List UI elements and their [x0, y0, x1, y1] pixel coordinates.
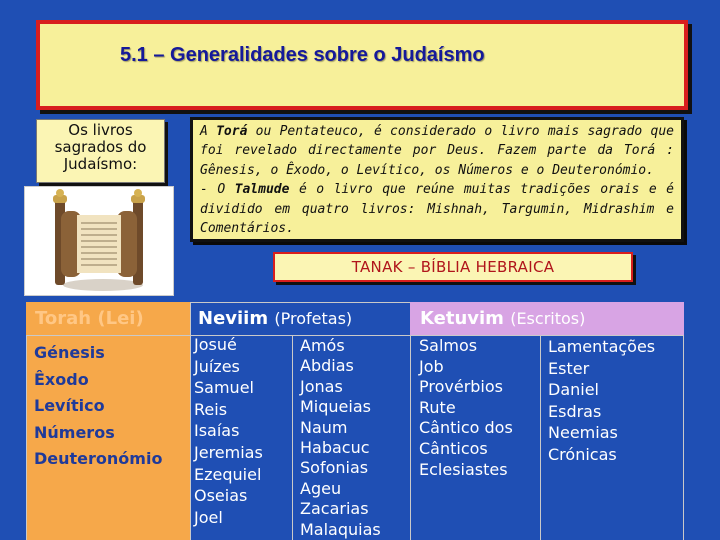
ketuvim-header: [410, 302, 684, 335]
info-box: [190, 117, 684, 242]
list-item: Ezequiel: [194, 464, 262, 484]
list-item: Jeremias: [194, 442, 263, 462]
list-item: Rute: [419, 397, 456, 417]
list-item: Lamentações: [548, 337, 656, 356]
list-item: Zacarias: [300, 499, 369, 519]
list-item: Levítico: [34, 396, 105, 415]
list-item: Habacuc: [300, 438, 370, 458]
list-item: Job: [419, 356, 444, 376]
column-divider: [410, 302, 411, 540]
list-item: Isaías: [194, 421, 240, 441]
neviim-books-list-a: [194, 334, 263, 528]
list-item: Amós: [300, 336, 345, 355]
list-item: Êxodo: [34, 369, 89, 389]
torah-scroll-image: [24, 186, 174, 296]
neviim-header: [190, 302, 414, 335]
neviim-name: Neviim: [198, 308, 269, 329]
list-item: Abdias: [300, 356, 354, 376]
list-item: Esdras: [548, 401, 602, 421]
list-item: Crónicas: [548, 444, 617, 464]
torah-header: [26, 302, 190, 335]
info-p1-prefix: A: [200, 124, 217, 139]
column-divider: [540, 335, 541, 540]
torah-books-list: [34, 340, 162, 473]
info-p1-text: ou Pentateuco, é considerado o livro mais sagrado que foi revelado directamente por Deus. Fazem parte da Torá : Gênesis, o Êxodo, o Levítico, os Números e o Deuteronómio.: [200, 124, 674, 178]
list-item: Joel: [194, 507, 223, 527]
list-item: Juízes: [194, 356, 240, 376]
neviim-books-list-b: [300, 336, 381, 540]
list-item: Sofonias: [300, 458, 369, 478]
info-p2-text: é o livro que reúne muitas tradições orais e é dividido em quatro livros: Mishnah, Targumin, Midrashim e Comentários.: [200, 182, 674, 237]
info-p2-prefix: - O: [200, 182, 235, 198]
list-item: Cântico dos Cânticos: [419, 418, 513, 458]
list-item: Ester: [548, 358, 590, 378]
list-item: Jonas: [300, 376, 343, 396]
column-divider: [292, 335, 293, 540]
torah-name: Torah: [35, 308, 92, 329]
list-item: Deuteronómio: [34, 449, 163, 468]
list-item: Salmos: [419, 336, 478, 355]
list-item: Génesis: [34, 343, 105, 362]
neviim-sub: (Profetas): [274, 309, 353, 328]
info-torah-bold: Torá: [216, 124, 248, 139]
list-item: Neemias: [548, 423, 618, 443]
list-item: Oseias: [194, 486, 248, 506]
books-label: Os livros sagrados do Judaísmo:: [36, 119, 165, 183]
list-item: Josué: [194, 335, 237, 354]
list-item: Malaquias: [300, 519, 381, 539]
list-item: Miqueias: [300, 397, 371, 417]
page-title: 5.1 – Generalidades sobre o Judaísmo: [120, 44, 485, 66]
ketuvim-sub: (Escritos): [510, 309, 586, 328]
list-item: Reis: [194, 399, 228, 419]
list-item: Eclesiastes: [419, 459, 508, 479]
list-item: Números: [34, 422, 115, 442]
list-item: Daniel: [548, 380, 599, 400]
list-item: Naum: [300, 417, 348, 437]
list-item: Provérbios: [419, 377, 503, 397]
info-talmude-bold: Talmude: [234, 182, 290, 198]
list-item: Samuel: [194, 378, 254, 398]
list-item: Ageu: [300, 478, 342, 498]
ketuvim-books-list-b: [548, 336, 655, 466]
ketuvim-name: Ketuvim: [420, 308, 504, 329]
ketuvim-books-list-a: [419, 336, 537, 480]
column-divider: [190, 302, 191, 540]
torah-sub: (Lei): [97, 308, 144, 329]
tanak-label: TANAK – BÍBLIA HEBRAICA: [273, 252, 633, 282]
